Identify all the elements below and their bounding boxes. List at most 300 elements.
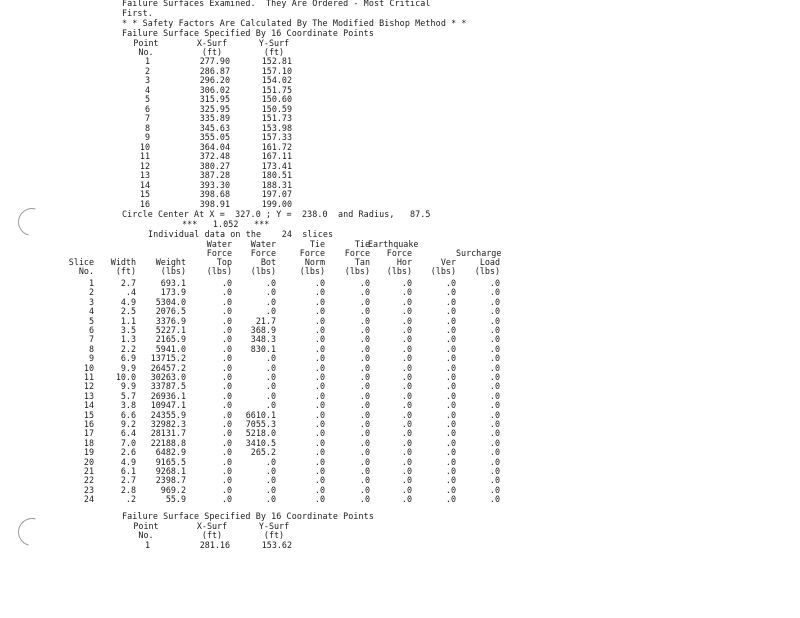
slice-cell: .0 bbox=[221, 475, 232, 486]
slice-cell: 23 bbox=[83, 484, 94, 495]
slice-cell: .0 bbox=[445, 334, 456, 345]
slice-cell: .0 bbox=[359, 456, 370, 467]
slice-cell: .0 bbox=[359, 278, 370, 288]
slice-header-cell: Water bbox=[250, 239, 276, 249]
points-col-ysurf: Y-Surf bbox=[258, 38, 290, 48]
slice-cell: .0 bbox=[314, 381, 325, 392]
slice-cell: .0 bbox=[401, 381, 412, 392]
slice-cell: .0 bbox=[221, 437, 232, 448]
slice-cell: .0 bbox=[314, 428, 325, 439]
point-no-cell: 16 bbox=[139, 198, 150, 209]
slice-cell: 6.6 bbox=[120, 409, 136, 420]
y-surf-cell: 150.60 bbox=[261, 94, 292, 104]
slice-cell: .0 bbox=[445, 484, 456, 495]
slice-cell: .0 bbox=[445, 466, 456, 476]
slice-cell: .0 bbox=[359, 287, 370, 298]
slice-cell: .0 bbox=[221, 287, 232, 298]
slice-cell: .0 bbox=[359, 353, 370, 364]
slice-header-cell: Tie bbox=[354, 239, 370, 249]
slice-cell: .0 bbox=[489, 437, 500, 448]
safety-factor-line: *** 1.052 *** bbox=[182, 219, 270, 229]
slice-cell: 5304.0 bbox=[155, 296, 186, 307]
slice-cell: .0 bbox=[445, 315, 456, 326]
slice-cell: .0 bbox=[221, 381, 232, 392]
slice-cell: .0 bbox=[445, 278, 456, 288]
point-no-cell: 3 bbox=[144, 75, 150, 85]
header-line-1: Failure Surfaces Examined. They Are Ordered - Most Critical bbox=[122, 0, 431, 8]
slice-cell: .0 bbox=[314, 447, 325, 458]
x-surf-cell: 345.63 bbox=[199, 122, 230, 133]
slice-cell: 6482.9 bbox=[155, 447, 186, 458]
footer-surface-title: Failure Surface Specified By 16 Coordinate Points bbox=[122, 511, 374, 521]
footer-col-xsurf: X-Surf bbox=[196, 521, 228, 531]
slice-cell: 24355.9 bbox=[150, 409, 186, 420]
slice-header-cell: Tan bbox=[354, 257, 370, 267]
slice-cell: 21.7 bbox=[255, 315, 276, 326]
slice-cell: .0 bbox=[445, 456, 456, 467]
footer-row-point: 1 bbox=[144, 540, 150, 550]
slice-cell: .0 bbox=[314, 372, 325, 382]
slice-cell: .0 bbox=[401, 372, 412, 382]
slice-cell: .0 bbox=[445, 325, 456, 335]
slice-header-cell: Norm bbox=[304, 257, 325, 267]
point-no-cell: 11 bbox=[139, 151, 150, 161]
slice-cell: .0 bbox=[314, 278, 325, 288]
slice-cell: .0 bbox=[265, 484, 276, 495]
slice-cell: .0 bbox=[265, 306, 276, 317]
slice-header-cell: Water bbox=[206, 239, 232, 249]
slice-cell: .0 bbox=[221, 456, 232, 467]
points-col-xsurf: X-Surf bbox=[196, 38, 228, 48]
slice-cell: .0 bbox=[359, 390, 370, 401]
slice-cell: .0 bbox=[359, 400, 370, 411]
slice-cell: .0 bbox=[359, 381, 370, 392]
slice-cell: .0 bbox=[221, 353, 232, 364]
slice-cell: .0 bbox=[314, 400, 325, 411]
point-no-cell: 7 bbox=[144, 113, 150, 123]
slice-header-cell: (lbs) bbox=[474, 266, 500, 276]
slice-cell: .0 bbox=[314, 484, 325, 495]
slice-cell: 55.9 bbox=[165, 494, 186, 505]
slice-cell: .0 bbox=[314, 409, 325, 420]
slice-cell: .0 bbox=[221, 306, 232, 317]
slice-cell: 5.7 bbox=[120, 390, 136, 401]
point-no-cell: 13 bbox=[139, 170, 150, 180]
slice-cell: .0 bbox=[445, 390, 456, 401]
header-line-2: First. bbox=[122, 8, 153, 18]
slice-cell: 22188.8 bbox=[150, 437, 186, 448]
x-surf-cell: 286.87 bbox=[199, 65, 230, 76]
slice-cell: .0 bbox=[401, 390, 412, 401]
y-surf-cell: 150.59 bbox=[261, 103, 292, 114]
slice-cell: .0 bbox=[265, 400, 276, 411]
method-line: * * Safety Factors Are Calculated By The Modified Bishop Method * * bbox=[122, 18, 467, 28]
point-no-cell: 4 bbox=[144, 84, 150, 95]
y-surf-cell: 197.07 bbox=[261, 189, 292, 199]
x-surf-cell: 393.30 bbox=[199, 179, 230, 190]
slice-cell: .0 bbox=[401, 475, 412, 486]
slice-cell: .0 bbox=[314, 353, 325, 364]
y-surf-cell: 199.00 bbox=[261, 198, 292, 209]
slice-cell: .0 bbox=[221, 494, 232, 505]
slice-cell: .0 bbox=[221, 400, 232, 411]
slice-cell: .0 bbox=[489, 343, 500, 354]
slice-cell: 10.0 bbox=[115, 372, 136, 382]
slice-cell: 368.9 bbox=[250, 325, 276, 335]
point-no-cell: 5 bbox=[144, 94, 150, 104]
slice-cell: .0 bbox=[489, 287, 500, 298]
slice-cell: .0 bbox=[314, 390, 325, 401]
slice-cell: .0 bbox=[265, 381, 276, 392]
slice-cell: 3376.9 bbox=[155, 315, 186, 326]
slice-cell: 9268.1 bbox=[155, 466, 186, 476]
points-col-point: Point bbox=[133, 38, 159, 48]
slice-cell: .0 bbox=[265, 278, 276, 288]
slice-cell: .0 bbox=[489, 296, 500, 307]
slice-cell: 4 bbox=[88, 306, 94, 317]
slice-header-cell: (lbs) bbox=[250, 266, 276, 276]
y-surf-cell: 157.33 bbox=[261, 132, 292, 142]
slice-header-cell: (lbs) bbox=[386, 266, 412, 276]
slice-cell: .0 bbox=[314, 456, 325, 467]
slice-header-cell: (lbs) bbox=[344, 266, 370, 276]
y-surf-cell: 153.98 bbox=[261, 122, 292, 133]
slice-cell: 1 bbox=[88, 278, 94, 288]
point-no-cell: 9 bbox=[144, 132, 150, 142]
slice-header-cell: Bot bbox=[260, 257, 276, 267]
slice-header-cell: Tie bbox=[309, 239, 325, 249]
footer-col-ft-x: (ft) bbox=[201, 530, 223, 540]
slice-cell: 2165.9 bbox=[155, 334, 186, 345]
slice-cell: 2 bbox=[88, 287, 94, 298]
point-no-cell: 2 bbox=[144, 65, 150, 76]
slice-cell: .0 bbox=[489, 484, 500, 495]
slice-cell: 1.3 bbox=[120, 334, 136, 345]
slice-cell: .0 bbox=[265, 475, 276, 486]
slice-header-cell: Force bbox=[250, 248, 276, 258]
slice-cell: 3410.5 bbox=[245, 437, 276, 448]
slice-cell: 6 bbox=[88, 325, 94, 335]
slice-cell: .0 bbox=[489, 372, 500, 382]
slice-cell: 12 bbox=[83, 381, 94, 392]
y-surf-cell: 161.72 bbox=[261, 141, 292, 152]
slice-header-cell: Hor bbox=[396, 257, 412, 267]
slice-cell: .0 bbox=[401, 325, 412, 335]
slice-cell: .0 bbox=[359, 296, 370, 307]
slice-cell: 32982.3 bbox=[150, 419, 186, 429]
slice-cell: .0 bbox=[401, 278, 412, 288]
slice-header-cell: Top bbox=[216, 257, 232, 267]
slice-cell: .0 bbox=[221, 315, 232, 326]
slice-header-cell: Ver bbox=[440, 257, 456, 267]
slice-cell: .0 bbox=[221, 343, 232, 354]
x-surf-cell: 380.27 bbox=[199, 160, 230, 171]
x-surf-cell: 325.95 bbox=[199, 103, 230, 114]
y-surf-cell: 154.02 bbox=[261, 75, 292, 85]
slice-cell: .0 bbox=[359, 437, 370, 448]
slice-cell: .0 bbox=[445, 306, 456, 317]
slice-cell: .0 bbox=[314, 494, 325, 505]
slice-cell: 6610.1 bbox=[245, 409, 276, 420]
slice-cell: 7055.3 bbox=[245, 419, 276, 429]
slice-cell: 5218.0 bbox=[245, 428, 276, 439]
slice-cell: .0 bbox=[489, 315, 500, 326]
slice-cell: 10947.1 bbox=[150, 400, 186, 411]
slice-cell: .0 bbox=[401, 306, 412, 317]
slice-cell: .0 bbox=[489, 325, 500, 335]
slice-cell: 3 bbox=[88, 296, 94, 307]
slice-cell: .0 bbox=[314, 287, 325, 298]
x-surf-cell: 398.68 bbox=[199, 189, 230, 199]
slice-cell: .0 bbox=[445, 494, 456, 505]
slice-cell: .0 bbox=[445, 287, 456, 298]
slice-header-cell: Earthquake bbox=[368, 239, 419, 249]
slice-cell: 969.2 bbox=[160, 484, 186, 495]
slice-cell: .0 bbox=[221, 419, 232, 429]
slice-cell: .0 bbox=[489, 475, 500, 486]
slice-cell: .0 bbox=[314, 419, 325, 429]
slice-cell: .0 bbox=[265, 494, 276, 505]
slice-cell: .0 bbox=[221, 484, 232, 495]
x-surf-cell: 372.48 bbox=[199, 151, 230, 161]
slice-cell: .0 bbox=[445, 381, 456, 392]
slice-header-cell: (lbs) bbox=[299, 266, 325, 276]
slice-header-cell: Surcharge bbox=[456, 248, 502, 258]
slice-cell: .0 bbox=[445, 437, 456, 448]
slice-cell: .0 bbox=[445, 419, 456, 429]
slice-cell: .0 bbox=[445, 447, 456, 458]
slice-cell: 265.2 bbox=[250, 447, 276, 458]
y-surf-cell: 152.81 bbox=[261, 56, 292, 66]
slice-cell: .0 bbox=[359, 306, 370, 317]
x-surf-cell: 355.05 bbox=[199, 132, 230, 142]
slice-cell: .0 bbox=[445, 475, 456, 486]
slice-header-cell: (lbs) bbox=[206, 266, 232, 276]
slice-cell: .0 bbox=[401, 484, 412, 495]
slice-cell: 9 bbox=[88, 353, 94, 364]
slice-cell: 33787.5 bbox=[150, 381, 186, 392]
y-surf-cell: 151.75 bbox=[261, 84, 292, 95]
slice-cell: .0 bbox=[401, 409, 412, 420]
slice-header-cell: Force bbox=[299, 248, 325, 258]
slice-cell: .0 bbox=[401, 456, 412, 467]
slice-cell: .0 bbox=[489, 334, 500, 345]
slice-cell: .0 bbox=[401, 494, 412, 505]
slice-cell: 14 bbox=[83, 400, 94, 411]
slice-header-cell: (lbs) bbox=[160, 266, 186, 276]
hole-punch-mark-upper bbox=[13, 203, 51, 241]
slice-cell: .0 bbox=[489, 428, 500, 439]
slice-cell: 8 bbox=[88, 343, 94, 354]
slice-cell: .0 bbox=[445, 400, 456, 411]
slice-cell: 6.4 bbox=[120, 428, 136, 439]
slice-cell: .0 bbox=[265, 466, 276, 476]
y-surf-cell: 167.11 bbox=[261, 151, 292, 161]
slice-cell: 3.8 bbox=[120, 400, 136, 411]
slice-cell: .0 bbox=[314, 343, 325, 354]
slice-cell: .0 bbox=[314, 325, 325, 335]
slice-cell: 2.7 bbox=[120, 278, 136, 288]
slice-cell: 15 bbox=[83, 409, 94, 420]
slice-cell: 7 bbox=[88, 334, 94, 345]
slice-cell: 2.8 bbox=[120, 484, 136, 495]
slice-cell: .0 bbox=[265, 353, 276, 364]
slice-cell: .0 bbox=[221, 334, 232, 345]
slice-cell: .0 bbox=[401, 419, 412, 429]
slice-cell: .0 bbox=[489, 456, 500, 467]
slice-cell: .0 bbox=[265, 362, 276, 373]
slice-cell: .0 bbox=[489, 400, 500, 411]
slice-header-cell: Force bbox=[386, 248, 412, 258]
circle-center-line: Circle Center At X = 327.0 ; Y = 238.0 and Radius, 87.5 bbox=[122, 209, 431, 219]
slice-cell: 9165.5 bbox=[155, 456, 186, 467]
slice-cell: 2.7 bbox=[120, 475, 136, 486]
slice-cell: .0 bbox=[265, 296, 276, 307]
footer-row-ysurf: 153.62 bbox=[261, 540, 292, 550]
slice-cell: 4.9 bbox=[120, 296, 136, 307]
slice-cell: .0 bbox=[401, 466, 412, 476]
slice-cell: .0 bbox=[314, 306, 325, 317]
slice-header-cell: Weight bbox=[155, 257, 186, 267]
x-surf-cell: 387.28 bbox=[199, 170, 230, 180]
slice-cell: 693.1 bbox=[160, 278, 186, 288]
slice-cell: .0 bbox=[359, 447, 370, 458]
x-surf-cell: 306.02 bbox=[199, 84, 230, 95]
slice-cell: 6.9 bbox=[120, 353, 136, 364]
slice-cell: .0 bbox=[489, 362, 500, 373]
slice-cell: .0 bbox=[359, 409, 370, 420]
slice-header-cell: Slice bbox=[68, 257, 94, 267]
slice-cell: .0 bbox=[359, 325, 370, 335]
slice-cell: .0 bbox=[445, 428, 456, 439]
slice-cell: .0 bbox=[489, 278, 500, 288]
slice-cell: .0 bbox=[489, 306, 500, 317]
slice-cell: .0 bbox=[401, 315, 412, 326]
slice-cell: .0 bbox=[401, 287, 412, 298]
slice-cell: .0 bbox=[489, 494, 500, 505]
x-surf-cell: 398.91 bbox=[199, 198, 230, 209]
slice-header-cell: No. bbox=[78, 266, 94, 276]
slice-cell: .0 bbox=[401, 343, 412, 354]
slice-cell: .0 bbox=[314, 334, 325, 345]
slice-cell: .0 bbox=[314, 466, 325, 476]
slices-title: Individual data on the 24 slices bbox=[148, 229, 334, 239]
slice-cell: 348.3 bbox=[250, 334, 276, 345]
slice-cell: 2.6 bbox=[120, 447, 136, 458]
slice-cell: .0 bbox=[401, 296, 412, 307]
slice-header-cell: Force bbox=[344, 248, 370, 258]
slice-cell: 21 bbox=[83, 466, 94, 476]
slice-cell: 1.1 bbox=[120, 315, 136, 326]
slice-cell: 30263.0 bbox=[150, 372, 186, 382]
slice-cell: 5941.0 bbox=[155, 343, 186, 354]
slice-cell: 16 bbox=[83, 419, 94, 429]
footer-col-ysurf: Y-Surf bbox=[258, 521, 290, 531]
slice-cell: .0 bbox=[221, 428, 232, 439]
failure-surface-title: Failure Surface Specified By 16 Coordinate Points bbox=[122, 28, 374, 38]
slice-cell: 17 bbox=[83, 428, 94, 439]
slice-cell: .0 bbox=[221, 447, 232, 458]
slice-cell: .0 bbox=[489, 409, 500, 420]
slice-cell: 830.1 bbox=[250, 343, 276, 354]
slice-cell: .0 bbox=[401, 447, 412, 458]
point-no-cell: 15 bbox=[139, 189, 150, 199]
slice-cell: .0 bbox=[359, 466, 370, 476]
slice-cell: .0 bbox=[221, 278, 232, 288]
x-surf-cell: 364.04 bbox=[199, 141, 230, 152]
point-no-cell: 14 bbox=[139, 179, 150, 190]
slice-cell: .0 bbox=[401, 428, 412, 439]
points-col-ft-y: (ft) bbox=[263, 47, 285, 57]
slice-cell: 22 bbox=[83, 475, 94, 486]
slice-cell: .0 bbox=[445, 362, 456, 373]
slice-cell: .0 bbox=[445, 296, 456, 307]
x-surf-cell: 296.20 bbox=[199, 75, 230, 85]
slice-cell: .0 bbox=[221, 409, 232, 420]
slice-cell: 5227.1 bbox=[155, 325, 186, 335]
slice-cell: .0 bbox=[445, 353, 456, 364]
slice-cell: 9.9 bbox=[120, 362, 136, 373]
slice-header-cell: Force bbox=[206, 248, 232, 258]
slice-cell: 26457.2 bbox=[150, 362, 186, 373]
slice-cell: 2.5 bbox=[120, 306, 136, 317]
slice-cell: 19 bbox=[83, 447, 94, 458]
y-surf-cell: 180.51 bbox=[261, 170, 292, 180]
slice-cell: .0 bbox=[489, 466, 500, 476]
slice-cell: .0 bbox=[359, 315, 370, 326]
hole-punch-mark-lower bbox=[13, 513, 51, 551]
slice-cell: 28131.7 bbox=[150, 428, 186, 439]
points-col-ft-x: (ft) bbox=[201, 47, 223, 57]
slice-cell: .0 bbox=[221, 362, 232, 373]
footer-col-point: Point bbox=[133, 521, 159, 531]
slice-cell: .0 bbox=[401, 362, 412, 373]
slice-cell: 9.2 bbox=[120, 419, 136, 429]
slice-cell: 20 bbox=[83, 456, 94, 467]
slice-cell: .2 bbox=[125, 494, 136, 505]
slice-cell: .0 bbox=[221, 296, 232, 307]
slice-cell: .0 bbox=[314, 475, 325, 486]
slice-cell: .0 bbox=[265, 456, 276, 467]
slice-cell: .0 bbox=[314, 296, 325, 307]
slice-cell: .0 bbox=[314, 437, 325, 448]
slice-header-cell: (ft) bbox=[115, 266, 136, 276]
slice-cell: 2076.5 bbox=[155, 306, 186, 317]
point-no-cell: 1 bbox=[144, 56, 150, 66]
y-surf-cell: 157.10 bbox=[261, 65, 292, 76]
slice-header-cell: Width bbox=[110, 257, 136, 267]
slice-cell: .0 bbox=[265, 287, 276, 298]
footer-col-no: No. bbox=[138, 530, 154, 540]
x-surf-cell: 335.89 bbox=[199, 113, 230, 123]
slice-cell: .0 bbox=[265, 372, 276, 382]
slice-cell: 173.9 bbox=[160, 287, 186, 298]
slice-cell: .0 bbox=[401, 400, 412, 411]
footer-row-xsurf: 281.16 bbox=[199, 540, 230, 550]
slice-cell: 7.0 bbox=[120, 437, 136, 448]
slice-cell: .0 bbox=[265, 390, 276, 401]
slice-cell: .0 bbox=[401, 334, 412, 345]
slice-cell: .0 bbox=[221, 325, 232, 335]
slice-cell: .0 bbox=[445, 343, 456, 354]
point-no-cell: 8 bbox=[144, 122, 150, 133]
slice-cell: .0 bbox=[359, 343, 370, 354]
slice-cell: .0 bbox=[359, 484, 370, 495]
slice-cell: .0 bbox=[359, 475, 370, 486]
slice-cell: .0 bbox=[489, 447, 500, 458]
slice-cell: 18 bbox=[83, 437, 94, 448]
slice-cell: .0 bbox=[401, 437, 412, 448]
